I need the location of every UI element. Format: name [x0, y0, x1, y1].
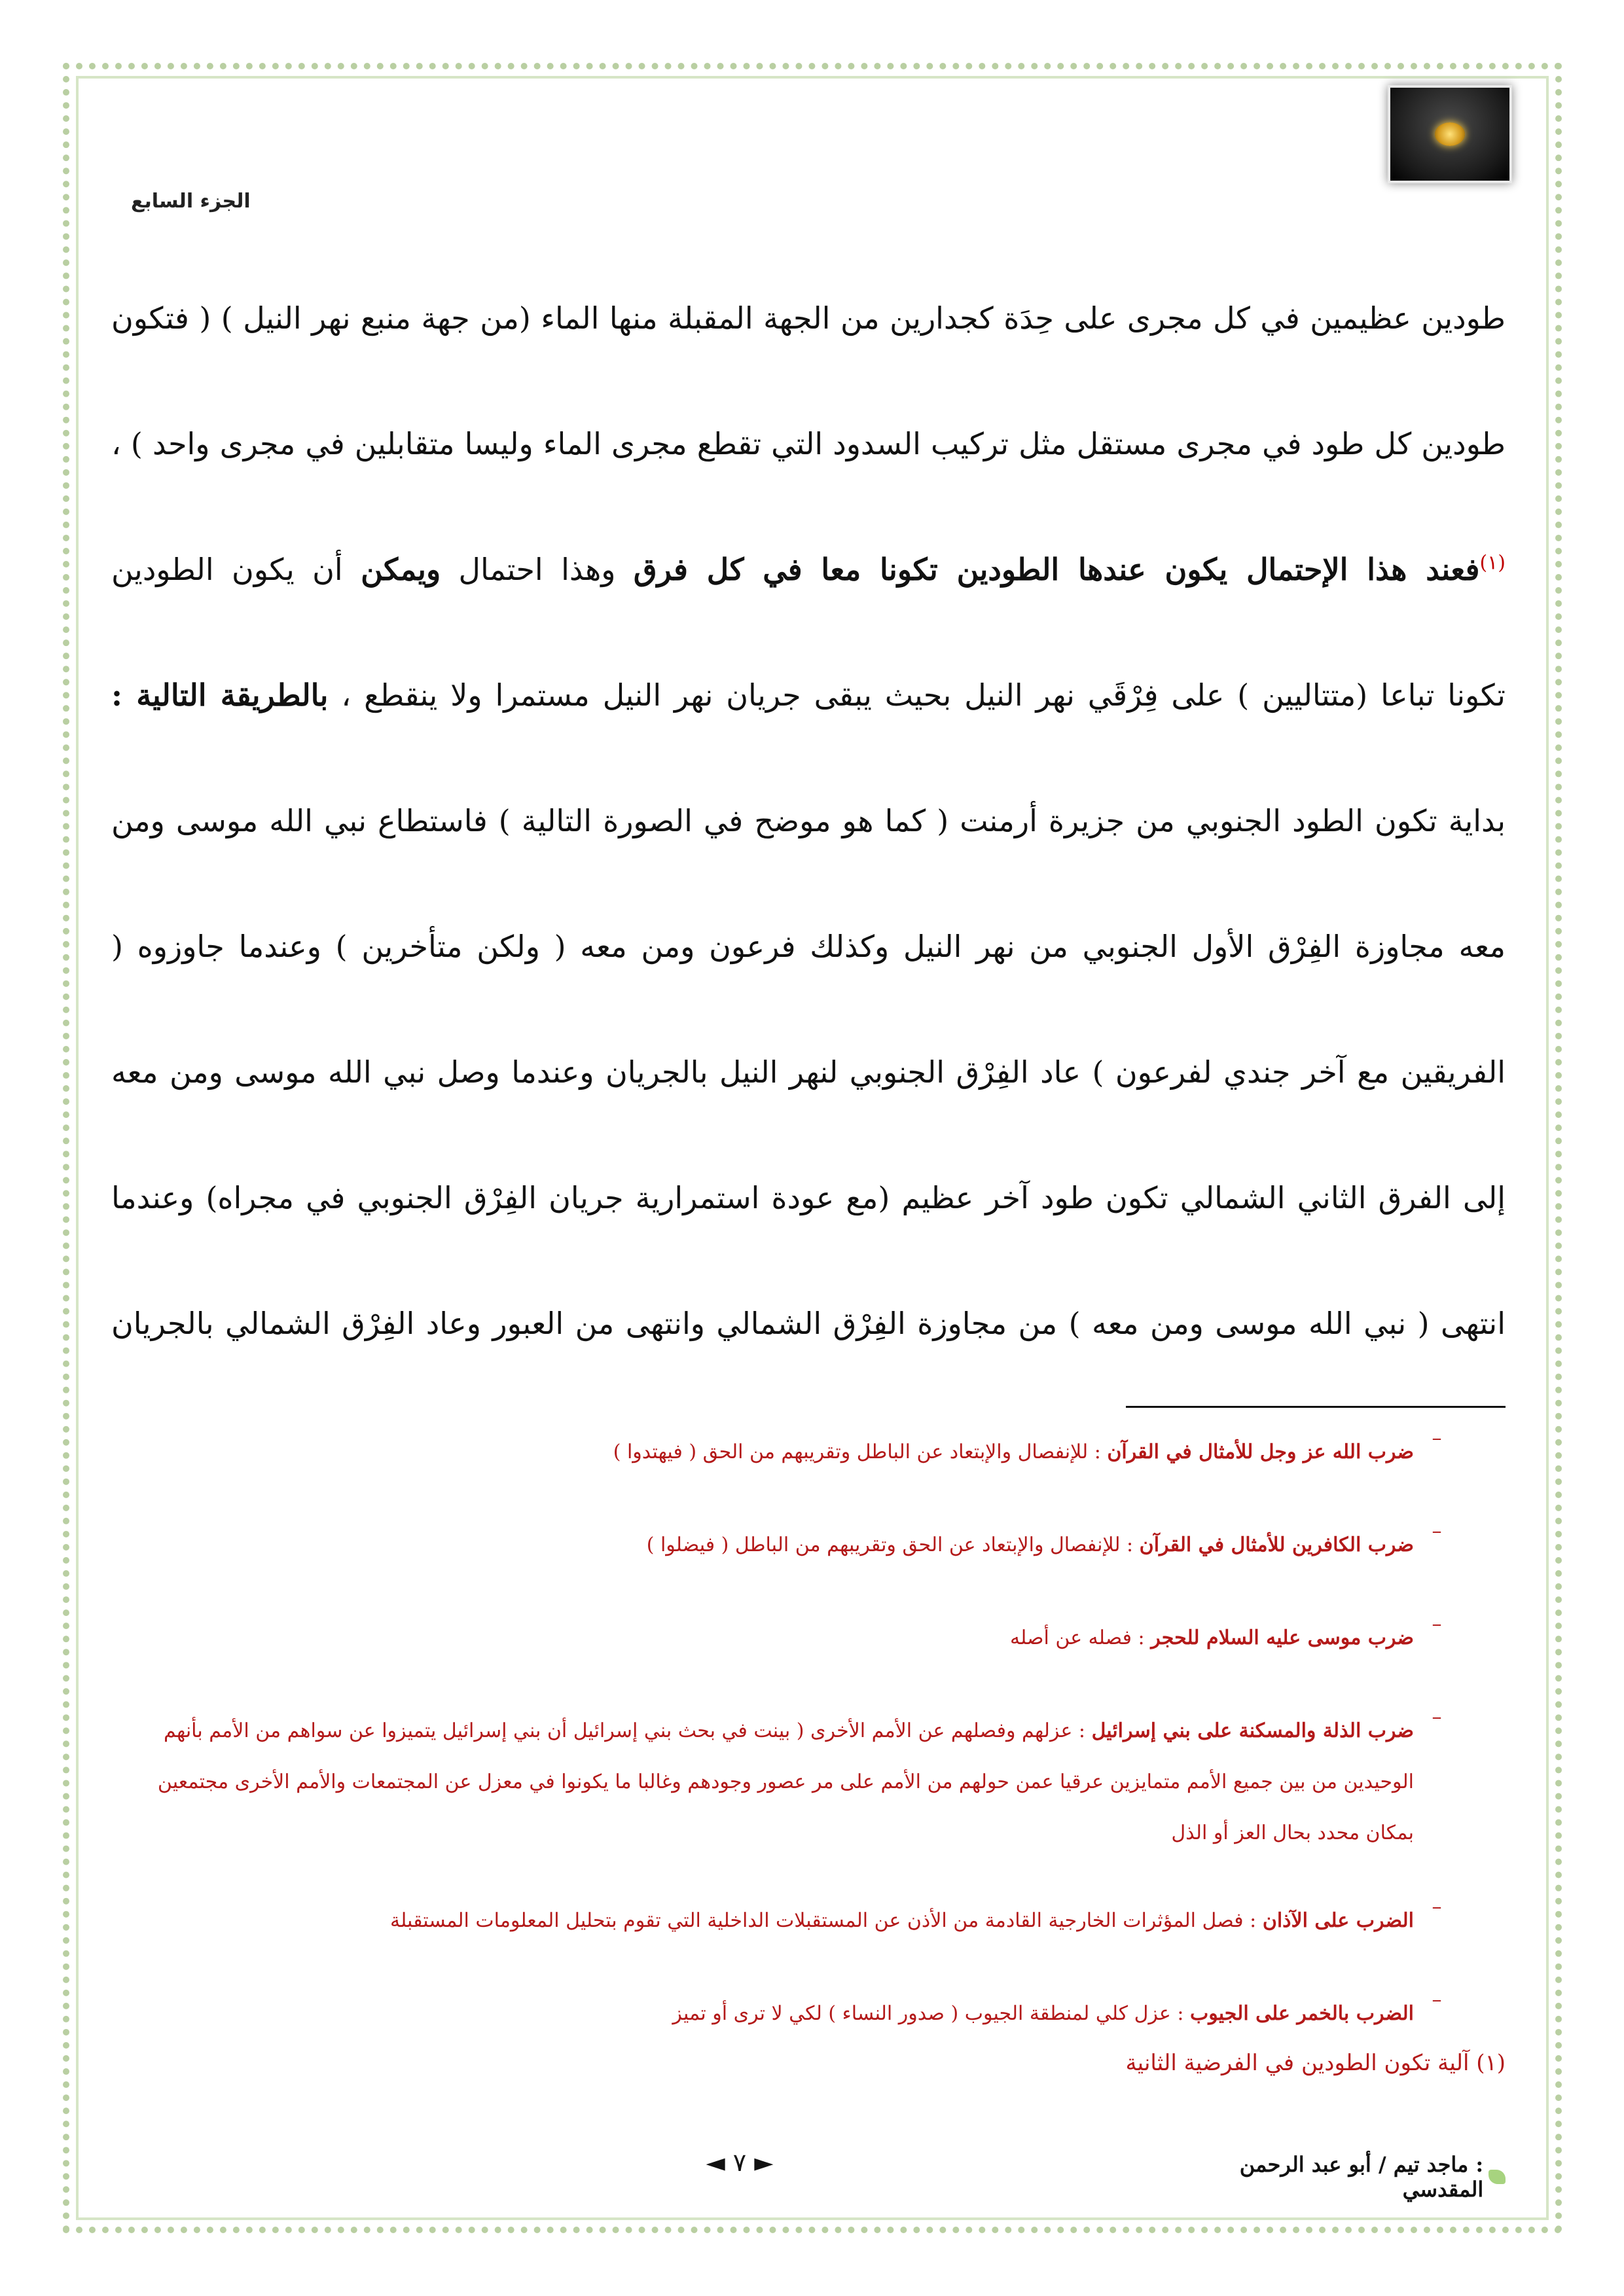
note-term: الضرب بالخمر على الجيوب	[1190, 2002, 1414, 2025]
text-line	[111, 507, 1506, 632]
text-line: الفريقين مع آخر جندي لفرعون ) عاد الفِرْق الجنوبي لنهر النيل بالجريان وعندما وصل نبي الله موسى ومن معه	[111, 1054, 1506, 1090]
gem-icon	[1435, 122, 1465, 146]
note-term: ضرب الكافرين للأمثال في القرآن	[1139, 1534, 1414, 1556]
note-term: ضرب الذلة والمسكنة على بني إسرائيل	[1091, 1719, 1414, 1742]
note-text: : للإنفصال والإبتعاد عن الباطل وتقريبهم من الحق ( فيهتدوا )	[613, 1441, 1108, 1463]
note-text: : فصله عن أصله	[1010, 1626, 1151, 1649]
note-text: : فصل المؤثرات الخارجية القادمة من الأذن عن المستقبلات الداخلية التي تقوم بتحليل المعلومات المستقبلة	[390, 1909, 1263, 1932]
note-item	[151, 1427, 1460, 1478]
part-label: الجزء السابع	[131, 190, 251, 213]
bold-phrase: بالطريقة التالية :	[111, 677, 329, 713]
note-item	[151, 1895, 1460, 1946]
dash-bullet-icon: –	[1432, 1988, 1442, 2011]
note-text: : عزلهم وفصلهم عن الأمم الأخرى ( بينت في بحث بني إسرائيل أن بني إسرائيل يتميزوا عن سواهم من الأمم بأنهم الوحيدين من بين جميع الأمم متمايزين عرقيا عمن حولهم من الأمم على مر عصور وجودهم وغالبا ما يكونوا في معزل عن المجتمعات والأمم الأخرى مجتمعين بمكان محدد بحال العز أو الذل	[157, 1719, 1414, 1844]
note-item	[151, 1520, 1460, 1571]
text-line: طودين عظيمين في كل مجرى على حِدَة كجدارين من الجهة المقبلة منها الماء (من جهة منبع نهر النيل ) ( فتكون	[111, 300, 1506, 336]
note-item	[151, 1613, 1460, 1664]
note-item	[151, 1706, 1460, 1859]
page-number: ◄ ٧ ►	[706, 2148, 774, 2177]
note-text: : للإنفصال والإبتعاد عن الحق وتقريبهم من الباطل ( فيضلوا )	[646, 1534, 1140, 1556]
main-text	[111, 255, 1506, 1386]
text-fragment: وهذا احتمال	[441, 552, 634, 587]
note-term: ضرب موسى عليه السلام للحجر	[1151, 1626, 1414, 1649]
dash-bullet-icon: –	[1432, 1427, 1442, 1450]
text-line: طودين كل طود في مجرى مستقل مثل تركيب السدود التي تقطع مجرى الماء وليسا متقابلين في مجرى واحد ) ،	[111, 426, 1506, 461]
text-line: بداية تكون الطود الجنوبي من جزيرة أرمنت ( كما هو موضح في الصورة التالية ) فاستطاع نبي الله موسى ومن	[111, 803, 1506, 838]
notes-list	[151, 1427, 1460, 2081]
dash-bullet-icon: –	[1432, 1613, 1442, 1636]
note-term: الضرب على الآذان	[1262, 1909, 1414, 1932]
dash-bullet-icon: –	[1432, 1520, 1442, 1543]
text-fragment: تكونا تباعا (متتاليين ) على فِرْقَي نهر النيل بحيث يبقى جريان نهر النيل مستمرا ولا ينقطع ،	[328, 677, 1506, 713]
text-line: انتهى ( نبي الله موسى ومن معه ) من مجاوزة الفِرْق الشمالي وانتهى من العبور وعاد الفِرْق الشمالي بالجريان	[111, 1306, 1506, 1341]
dash-bullet-icon: –	[1432, 1706, 1442, 1729]
text-line: معه مجاوزة الفِرْق الأول الجنوبي من نهر النيل وكذلك فرعون ومن معه ( ولكن متأخرين ) وعندما جاوزوه (	[111, 929, 1506, 964]
text-line: إلى الفرق الثاني الشمالي تكون طود آخر عظيم (مع عودة استمرارية جريان الفِرْق الجنوبي في مجراه) وعندما	[111, 1180, 1506, 1215]
author-credit	[1198, 2152, 1506, 2202]
site-logo	[1388, 85, 1512, 183]
note-item	[151, 1988, 1460, 2039]
bold-phrase: ويمكن	[361, 552, 441, 587]
dash-bullet-icon: –	[1432, 1895, 1442, 1918]
author-name: : ماجد تيم / أبو عبد الرحمن المقدسي	[1239, 2152, 1484, 2202]
footnote: (١) آلية تكون الطودين في الفرضية الثانية	[1125, 2050, 1506, 2076]
footnote-marker: (١)	[1479, 551, 1506, 575]
note-term: ضرب الله عز وجل للأمثال في القرآن	[1107, 1441, 1414, 1463]
text-fragment: أن يكون الطودين	[111, 552, 361, 587]
footnote-separator	[1126, 1406, 1506, 1408]
pen-icon	[1489, 2170, 1506, 2184]
text-line	[111, 632, 1506, 758]
note-text: : عزل كلي لمنطقة الجيوب ( صدور النساء ) لكي لا ترى أو تميز	[672, 2002, 1191, 2025]
bold-phrase: فعند هذا الإحتمال يكون عندها الطودين تكونا معا في كل فرق	[633, 552, 1480, 587]
